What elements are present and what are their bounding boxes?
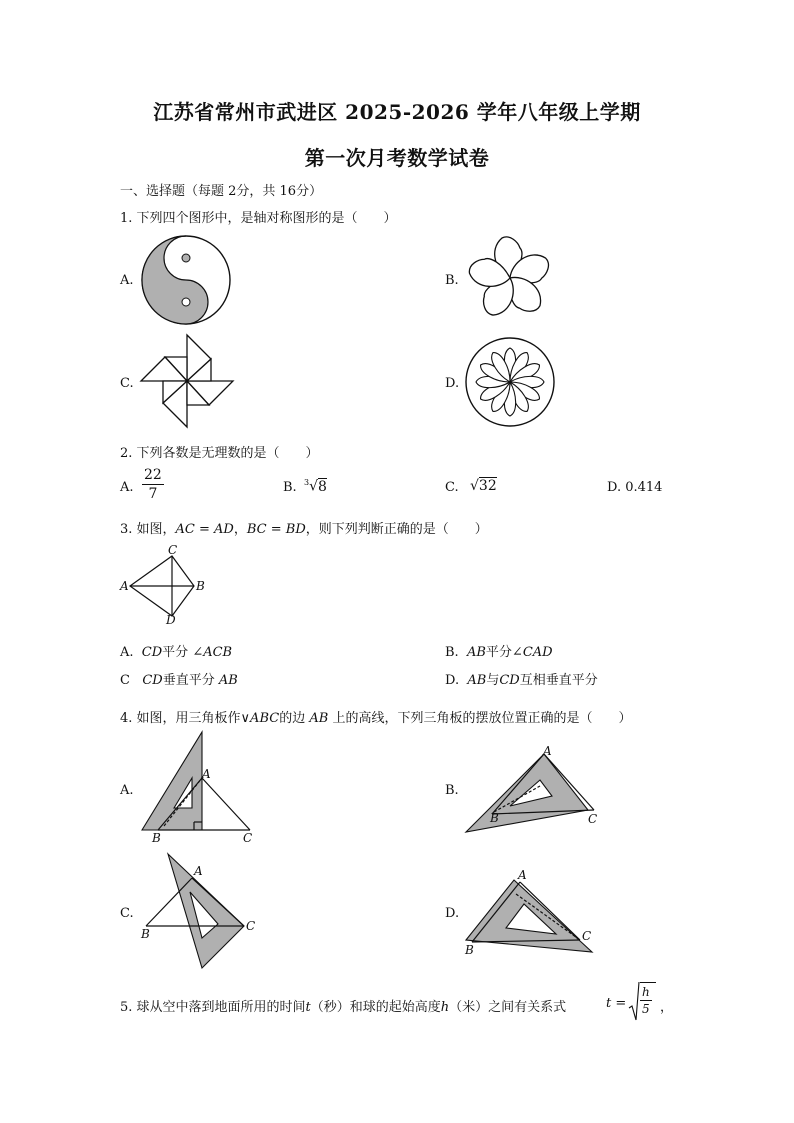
q3-label-c-point: C xyxy=(168,543,178,557)
q3-option-b-text: 平分 xyxy=(485,645,512,660)
q5-var-h: h xyxy=(440,1000,450,1015)
q3-option-d-math: AB xyxy=(467,673,487,688)
q3-option-d xyxy=(445,669,598,688)
q3-option-d-label: D. xyxy=(445,673,460,688)
q4d-point-c: C xyxy=(582,929,592,943)
q4-label-a: A. xyxy=(120,783,134,798)
q3-option-c-text: 垂直平分 xyxy=(162,673,215,688)
q4-triangle: ∨ABC xyxy=(240,711,280,726)
q3-label-b-point: B xyxy=(196,579,205,593)
taiji-figure xyxy=(140,234,232,326)
radical-sign-icon xyxy=(628,982,640,1022)
petal-pinwheel-figure xyxy=(468,232,552,324)
q2-cuberoot xyxy=(304,478,327,495)
q3-option-a-angle: ∠ACB xyxy=(192,645,233,660)
q2-fraction xyxy=(142,466,164,503)
q5-trailing-comma: ， xyxy=(660,1000,674,1015)
q2-sqrt xyxy=(470,478,497,494)
q4b-point-a: A xyxy=(543,744,552,758)
q3-option-a-math: CD xyxy=(141,645,163,660)
q3-label-a-point: A xyxy=(120,579,129,593)
q5-formula-fraction xyxy=(640,984,652,1017)
q4-figure-d xyxy=(464,872,604,962)
q4-figure-b xyxy=(464,748,604,838)
q1-label-d: D. xyxy=(445,376,460,391)
radical-bar xyxy=(640,982,656,983)
q3-option-b xyxy=(445,641,553,660)
q3-condition-2: BC = BD xyxy=(246,522,306,537)
q3-option-d-line: CD xyxy=(499,673,520,688)
q1-stem: 1. 下列四个图形中，是轴对称图形的是（ ） xyxy=(120,211,397,226)
q2-option-d-value: 0.414 xyxy=(625,480,663,495)
q4-stem-mid: 的边 xyxy=(279,711,306,726)
q3-option-d-text2: 互相垂直平分 xyxy=(519,673,598,688)
q5-unit-seconds: （秒）和球的起始高度 xyxy=(310,1000,441,1015)
q1-label-c: C. xyxy=(120,376,134,391)
q5-formula-num: h xyxy=(642,985,650,999)
q1-label-a: A. xyxy=(120,273,134,288)
q4-stem-suffix: 上的高线，下列三角板的摆放位置正确的是（ ） xyxy=(332,711,632,726)
q4-label-c: C. xyxy=(120,906,134,921)
q3-condition-1: AC = AD xyxy=(175,522,234,537)
q4c-point-b: B xyxy=(141,927,150,941)
q3-stem-prefix: 3. 如图， xyxy=(120,522,176,537)
q2-label-d-letter: D. xyxy=(607,480,622,495)
q3-option-d-text: 与 xyxy=(486,673,500,688)
q4b-point-b: B xyxy=(490,811,499,825)
q2-label-a: A. xyxy=(120,480,134,495)
q4a-point-a: A xyxy=(202,767,211,781)
q2-stem: 2. 下列各数是无理数的是（ ） xyxy=(120,446,319,461)
q2-label-d xyxy=(607,480,662,495)
q2-label-c: C. xyxy=(445,480,459,495)
q3-option-c-math: CD xyxy=(142,673,163,688)
q5-var-t: t xyxy=(305,1000,311,1015)
radical-sign-icon: √ xyxy=(309,478,319,495)
q4d-point-b: B xyxy=(465,943,474,957)
q3-separator: ， xyxy=(233,522,247,537)
q4-stem xyxy=(120,707,631,726)
q5-unit-meters: （米）之间有关系式 xyxy=(449,1000,567,1015)
q3-option-b-angle: ∠CAD xyxy=(511,645,553,660)
q4a-point-c: C xyxy=(243,831,253,845)
q3-option-a-label: A. xyxy=(120,645,134,660)
q3-option-c xyxy=(120,669,238,688)
q3-option-b-label: B. xyxy=(445,645,459,660)
q5-stem-prefix: 5. 球从空中落到地面所用的时间 xyxy=(120,1000,306,1015)
q3-label-d-point: D xyxy=(166,613,176,627)
q3-option-c-line: AB xyxy=(218,673,238,688)
title-line-2: 第一次月考数学试卷 xyxy=(304,146,490,170)
q1-label-b: B. xyxy=(445,273,459,288)
q2-cuberoot-index: 3 xyxy=(304,478,310,487)
q3-option-a xyxy=(120,641,232,660)
triangle-pinwheel-figure xyxy=(140,334,234,428)
q3-stem-suffix: ，则下列判断正确的是（ ） xyxy=(305,522,488,537)
q4b-point-c: C xyxy=(588,812,598,826)
q2-fraction-den: 7 xyxy=(148,486,158,502)
q2-cuberoot-radicand: 8 xyxy=(318,478,327,495)
section-heading: 一、选择题（每题 2分，共 16分） xyxy=(120,184,323,199)
q5-formula-lhs: t = xyxy=(606,996,627,1011)
q4-label-d: D. xyxy=(445,906,460,921)
radical-sign-icon: √ xyxy=(470,478,479,494)
q4a-point-b: B xyxy=(152,831,161,845)
q4c-point-c: C xyxy=(246,919,256,933)
q3-option-b-math: AB xyxy=(466,645,486,660)
q5-formula-den: 5 xyxy=(642,1002,650,1016)
q2-sqrt-radicand: 32 xyxy=(478,478,497,494)
q3-stem xyxy=(120,518,488,537)
flower-circle-figure xyxy=(464,336,556,428)
q5-formula xyxy=(606,996,626,1011)
q4-label-b: B. xyxy=(445,783,459,798)
q4d-point-a: A xyxy=(518,868,527,882)
q2-fraction-num: 22 xyxy=(144,467,162,483)
title-line-1: 江苏省常州市武进区 2025-2026 学年八年级上学期 xyxy=(153,100,641,124)
q4-side: AB xyxy=(309,711,329,726)
q4-figure-a xyxy=(140,730,260,834)
q3-option-a-text: 平分 xyxy=(162,645,189,660)
q4-stem-prefix: 4. 如图，用三角板作 xyxy=(120,711,241,726)
q5-stem xyxy=(120,996,566,1015)
q2-label-b: B. xyxy=(283,480,297,495)
q4c-point-a: A xyxy=(194,864,203,878)
q3-option-c-label: C xyxy=(120,673,130,688)
